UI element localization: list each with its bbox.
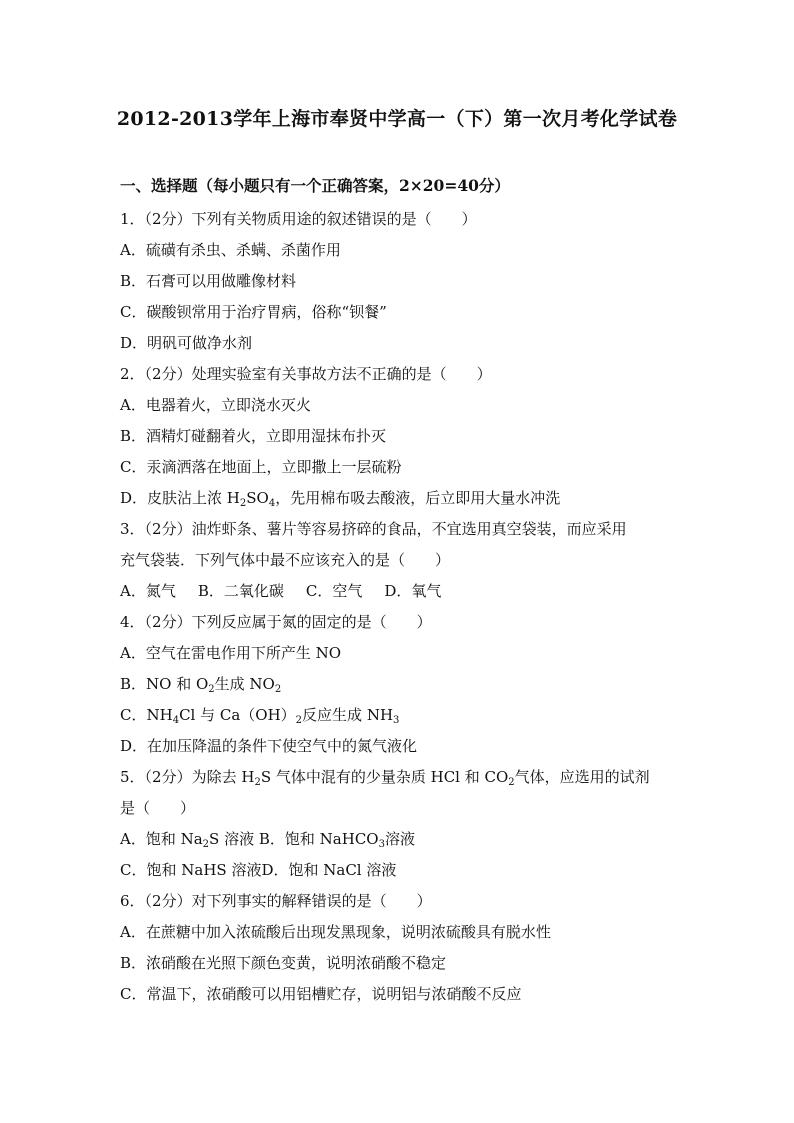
q4-option-c — [120, 700, 680, 731]
q2-d-prefix: D．皮肤沾上浓 H — [120, 489, 240, 507]
q5-a-prefix: A．饱和 Na — [120, 830, 203, 848]
q4-stem: 4．（2分）下列反应属于氮的固定的是（ ） — [120, 613, 432, 631]
q4-c-prefix: C．NH — [120, 706, 173, 724]
q5-b-suffix: 溶液 — [384, 830, 415, 848]
q5-option-d: D．饱和 NaCl 溶液 — [261, 861, 397, 879]
q1-option-c: C．碳酸钡常用于治疗胃病，俗称“钡餐” — [120, 303, 387, 321]
q4-c-mid1: Cl 与 Ca（OH） — [179, 706, 296, 724]
q6-option-b: B．浓硝酸在光照下颜色变黄，说明浓硝酸不稳定 — [120, 954, 447, 972]
q1-option-d: D．明矾可做净水剂 — [120, 334, 253, 352]
q3-option-c: C．空气 — [305, 582, 363, 600]
q2-option-d — [120, 483, 680, 514]
q5-b-sub: 3 — [378, 839, 385, 850]
q2-d-sub1: 2 — [239, 498, 247, 509]
q2-d-mid: SO — [246, 489, 269, 507]
q4-b-sub2: 2 — [274, 684, 282, 695]
q4-option-b — [120, 669, 680, 700]
q3-option-b: B．二氧化碳 — [197, 582, 284, 600]
q4-c-mid2: 反应生成 NH — [302, 706, 394, 724]
q5-stem-line2: 是（ ） — [120, 799, 196, 817]
q1-stem: 1．（2分）下列有关物质用途的叙述错误的是（ ） — [120, 210, 477, 228]
q6-stem: 6．（2分）对下列事实的解释错误的是（ ） — [120, 892, 432, 910]
q4-b-prefix: B．NO 和 O — [120, 675, 209, 693]
q5-option-c: C．饱和 NaHS 溶液 — [120, 861, 262, 879]
q3-option-a: A．氮气 — [120, 582, 176, 600]
q3-options — [120, 576, 680, 607]
q4-option-a: A．空气在雷电作用下所产生 NO — [120, 644, 342, 662]
q1-option-a: A．硫磺有杀虫、杀螨、杀菌作用 — [120, 241, 341, 259]
q5-stem-line1 — [120, 762, 680, 793]
exam-title: 2012-2013学年上海市奉贤中学高一（下）第一次月考化学试卷 — [116, 108, 678, 130]
section-heading: 一、选择题（每小题只有一个正确答案，2×20=40分） — [120, 176, 510, 195]
q3-stem-line1: 3．（2分）油炸虾条、薯片等容易挤碎的食品，不宜选用真空袋装，而应采用 — [120, 520, 627, 538]
q5-options-ab — [120, 824, 680, 855]
q2-d-sub2: 4 — [268, 498, 276, 509]
q2-option-c: C．汞滴洒落在地面上，立即撒上一层硫粉 — [120, 458, 402, 476]
q5-b-prefix: B．饱和 NaHCO — [258, 830, 379, 848]
q5-stem-sub1: 2 — [254, 777, 261, 788]
q4-c-sub2: 2 — [295, 715, 303, 726]
q4-c-sub3: 3 — [393, 715, 400, 726]
q4-b-sub1: 2 — [208, 684, 215, 695]
q5-stem-suffix: 气体，应选用的试剂 — [514, 768, 650, 786]
q5-stem-sub2: 2 — [508, 777, 515, 788]
q4-b-mid: 生成 NO — [214, 675, 275, 693]
q2-stem: 2．（2分）处理实验室有关事故方法不正确的是（ ） — [120, 365, 492, 383]
q5-a-suffix: S 溶液 — [209, 830, 255, 848]
q6-option-c: C．常温下，浓硝酸可以用铝槽贮存，说明铝与浓硝酸不反应 — [120, 985, 522, 1003]
q2-option-a: A．电器着火，立即浇水灭火 — [120, 396, 311, 414]
q5-options-cd — [120, 855, 680, 886]
question-list — [120, 204, 680, 1010]
q3-stem-line2: 充气袋装．下列气体中最不应该充入的是（ ） — [120, 551, 451, 569]
q2-option-b: B．酒精灯碰翻着火，立即用湿抹布扑灭 — [120, 427, 387, 445]
q6-option-a: A．在蔗糖中加入浓硫酸后出现发黑现象，说明浓硫酸具有脱水性 — [120, 923, 551, 941]
q5-stem-mid: S 气体中混有的少量杂质 HCl 和 CO — [260, 768, 509, 786]
q3-option-d: D．氧气 — [384, 582, 442, 600]
q1-option-b: B．石膏可以用做雕像材料 — [120, 272, 297, 290]
q4-c-sub1: 4 — [172, 715, 180, 726]
q5-stem-prefix: 5．（2分）为除去 H — [120, 768, 255, 786]
q4-option-d: D．在加压降温的条件下使空气中的氮气液化 — [120, 737, 418, 755]
q2-d-suffix: ，先用棉布吸去酸液，后立即用大量水冲洗 — [275, 489, 561, 507]
q5-a-sub: 2 — [202, 839, 210, 850]
